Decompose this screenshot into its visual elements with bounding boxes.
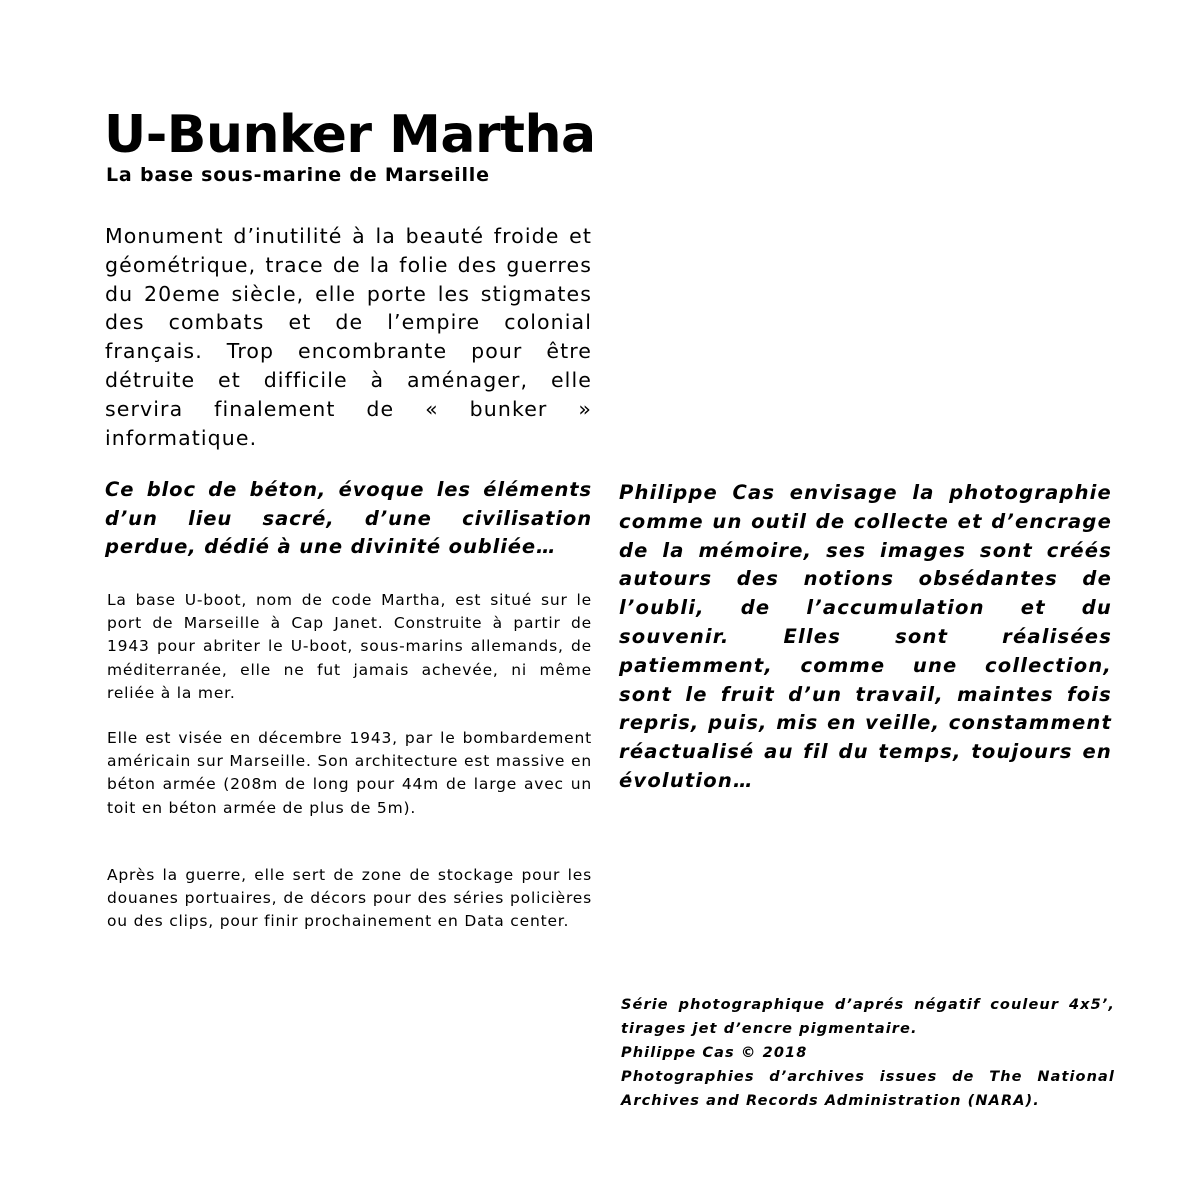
credits-block (621, 993, 1115, 1113)
page-title: U-Bunker Martha (104, 105, 596, 165)
quote-paragraph: Ce bloc de béton, évoque les éléments d’un lieu sacré, d’une civilisation perdue, dédié à une divinité oubliée… (105, 478, 592, 558)
page-subtitle: La base sous-marine de Marseille (106, 164, 490, 186)
history-paragraph-2: Elle est visée en décembre 1943, par le bombardement américain sur Marseille. Son architecture est massive en béton armée (208m de long pour 44m de large avec un toit en béton armée de plus de 5m). (107, 729, 592, 817)
history-paragraph-1: La base U-boot, nom de code Martha, est situé sur le port de Marseille à Cap Janet. Construite à partir de 1943 pour abriter le U-boot, sous-marins allemands, de méditerranée, elle ne fut jamais achevée, ni même reliée à la mer. (107, 591, 592, 702)
history-paragraph-3: Après la guerre, elle sert de zone de stockage pour les douanes portuaires, de décors pour des séries policières ou des clips, pour finir prochainement en Data center. (107, 866, 592, 931)
credits-series-line: Série photographique d’aprés négatif couleur 4x5’, tirages jet d’encre pigmentaire. (621, 997, 1115, 1037)
credits-archives-line: Photographies d’archives issues de The National Archives and Records Administration (NARA). (621, 1069, 1115, 1109)
artist-statement: Philippe Cas envisage la photographie comme un outil de collecte et d’encrage de la mémoire, ses images sont créés autours des notions obsédantes de l’oubli, de l’accumulation et du souvenir. Elles sont réalisées patiemment, comme une collection, sont le fruit d’un travail, maintes fois repris, puis, mis en veille, constamment réactualisé au fil du temps, toujours en évolution… (619, 481, 1112, 792)
credits-copyright-line: Philippe Cas © 2018 (621, 1045, 808, 1061)
intro-paragraph: Monument d’inutilité à la beauté froide et géométrique, trace de la folie des guerres du 20eme siècle, elle porte les stigmates des combats et de l’empire colonial français. Trop encombrante pour être détruite et difficile à aménager, elle servira finalement de « bunker » informatique. (105, 224, 592, 450)
